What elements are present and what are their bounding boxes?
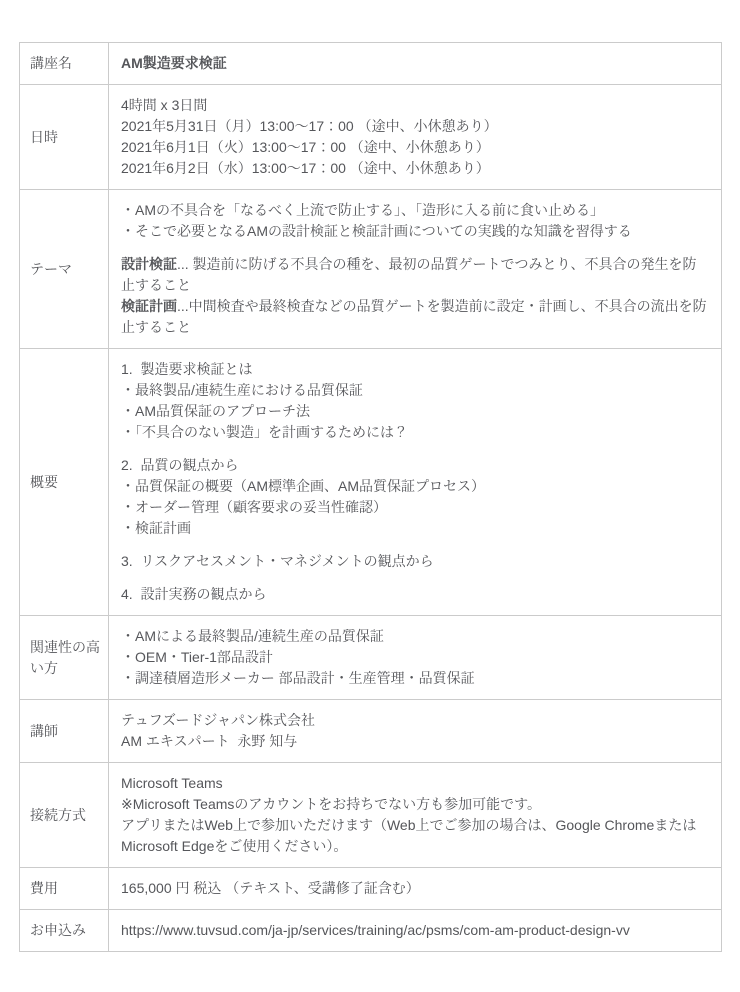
text-line: Microsoft Teams bbox=[121, 775, 223, 791]
row-label-connection-method bbox=[20, 763, 109, 868]
text-segment: ... 製造前に防げる不具合の種を、最初の品質ゲートでつみとり、不具合の発生を防止すること bbox=[121, 256, 697, 293]
row-label-overview bbox=[20, 349, 109, 616]
row-content-course-name bbox=[109, 43, 722, 85]
text-line: ・最終製品/連続生産における品質保証 bbox=[121, 382, 363, 398]
row-content-theme bbox=[109, 190, 722, 349]
row-label-text: 概要 bbox=[30, 473, 58, 490]
row-content-fee bbox=[109, 868, 722, 910]
table-row bbox=[20, 85, 722, 190]
table-row bbox=[20, 868, 722, 910]
row-content-overview bbox=[109, 349, 722, 616]
text-line: テュフズードジャパン株式会社 bbox=[121, 712, 316, 728]
row-label-text: 講座名 bbox=[30, 55, 72, 71]
course-table bbox=[19, 42, 722, 952]
row-label-text: お申込み bbox=[30, 922, 86, 938]
row-label-text: テーマ bbox=[30, 260, 72, 277]
text-line: AM エキスパート 永野 知与 bbox=[121, 733, 298, 749]
bold-keyword: 設計検証 bbox=[121, 256, 177, 272]
text-line: ・OEM・Tier-1部品設計 bbox=[121, 649, 273, 665]
table-row bbox=[20, 43, 722, 85]
text-line: 1. 製造要求検証とは bbox=[121, 361, 253, 377]
blank-line bbox=[121, 242, 709, 254]
row-label-text: 接続方式 bbox=[30, 806, 86, 823]
table-row bbox=[20, 910, 722, 952]
text-line bbox=[121, 296, 709, 338]
table-row bbox=[20, 700, 722, 763]
row-label-text: 費用 bbox=[30, 880, 58, 896]
row-label-course-name bbox=[20, 43, 109, 85]
text-line: ・品質保証の概要（AM標準企画、AM品質保証プロセス） bbox=[121, 478, 485, 494]
text-line: ・「不具合のない製造」を計画するためには？ bbox=[121, 424, 408, 440]
text-line: ・AM品質保証のアプローチ法 bbox=[121, 403, 310, 419]
table-row bbox=[20, 763, 722, 868]
text-line: 3. リスクアセスメント・マネジメントの観点から bbox=[121, 553, 434, 569]
text-line: 4時間 x 3日間 bbox=[121, 97, 208, 113]
table-row bbox=[20, 190, 722, 349]
text-line: ・そこで必要となるAMの設計検証と検証計画についての実践的な知識を習得する bbox=[121, 223, 632, 239]
row-content-instructor bbox=[109, 700, 722, 763]
row-label-theme bbox=[20, 190, 109, 349]
blank-line bbox=[121, 539, 709, 551]
text-line: 2021年5月31日（月）13:00～17：00 （途中、小休憩あり） bbox=[121, 118, 498, 134]
text-segment: ...中間検査や最終検査などの品質ゲートを製造前に設定・計画し、不具合の流出を防止すること bbox=[121, 298, 707, 335]
text-line: 2021年6月1日（火）13:00～17：00 （途中、小休憩あり） bbox=[121, 139, 490, 155]
row-label-text: 日時 bbox=[30, 128, 58, 145]
text-line: 4. 設計実務の観点から bbox=[121, 586, 267, 602]
row-label-text: 講師 bbox=[30, 722, 58, 739]
row-content-application bbox=[109, 910, 722, 952]
text-line: ・AMによる最終製品/連続生産の品質保証 bbox=[121, 628, 384, 644]
row-content-date-time bbox=[109, 85, 722, 190]
text-line: ・調達積層造形メーカー 部品設計・生産管理・品質保証 bbox=[121, 670, 475, 686]
row-label-instructor bbox=[20, 700, 109, 763]
row-label-text: 関連性の高い方 bbox=[30, 638, 100, 676]
row-content-target-audience bbox=[109, 616, 722, 700]
fee-text: 165,000 円 税込 （テキスト、受講修了証含む） bbox=[121, 880, 420, 896]
bold-keyword: 検証計画 bbox=[121, 298, 177, 314]
text-line: ・検証計画 bbox=[121, 520, 191, 536]
table-row bbox=[20, 616, 722, 700]
text-line: 2021年6月2日（水）13:00～17：00 （途中、小休憩あり） bbox=[121, 160, 490, 176]
course-title: AM製造要求検証 bbox=[121, 55, 227, 71]
row-label-fee bbox=[20, 868, 109, 910]
table-row bbox=[20, 349, 722, 616]
row-label-date-time bbox=[20, 85, 109, 190]
text-line bbox=[121, 254, 709, 296]
blank-line bbox=[121, 572, 709, 584]
row-label-application bbox=[20, 910, 109, 952]
text-line: ・AMの不具合を「なるべく上流で防止する」、「造形に入る前に食い止める」 bbox=[121, 202, 604, 218]
text-line: 2. 品質の観点から bbox=[121, 457, 239, 473]
blank-line bbox=[121, 443, 709, 455]
row-content-connection-method bbox=[109, 763, 722, 868]
row-label-target-audience bbox=[20, 616, 109, 700]
text-line: ※Microsoft Teamsのアカウントをお持ちでない方も参加可能です。 bbox=[121, 796, 541, 812]
text-line: アプリまたはWeb上で参加いただけます（Web上でご参加の場合は、Google ChromeまたはMicrosoft Edgeをご使用ください）。 bbox=[121, 817, 697, 854]
application-url-text: https://www.tuvsud.com/ja-jp/services/training/ac/psms/com-am-product-design-vv bbox=[121, 922, 630, 938]
text-line: ・オーダー管理（顧客要求の妥当性確認） bbox=[121, 499, 387, 515]
